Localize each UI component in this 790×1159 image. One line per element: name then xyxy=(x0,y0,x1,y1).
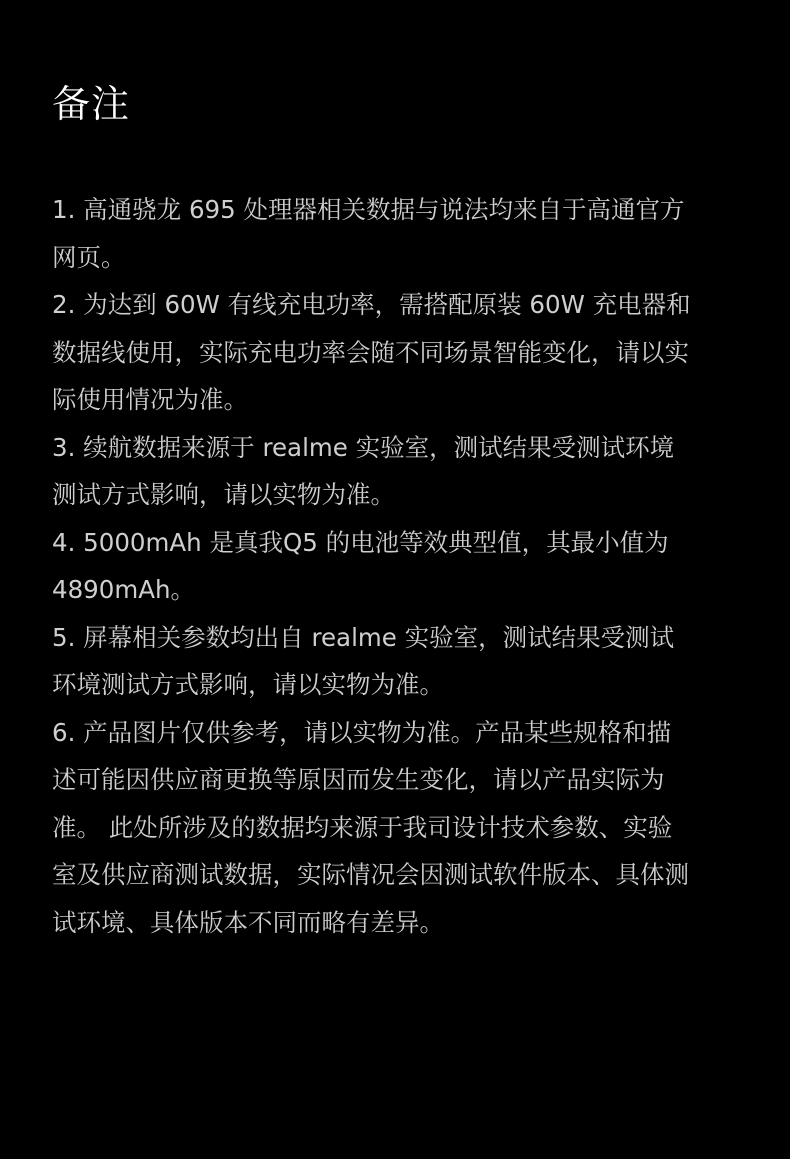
page-title: 备注 xyxy=(52,82,131,126)
note-item-5: 5. 屏幕相关参数均出自 realme 实验室，测试结果受测试 环境测试方式影响，请以实物为准。 xyxy=(52,622,675,699)
note-item-4: 4. 5000mAh 是真我Q5 的电池等效典型值，其最小值为 4890mAh。 xyxy=(52,527,669,604)
note-item-6: 6. 产品图片仅供参考，请以实物为准。产品某些规格和描 述可能因供应商更换等原因而发生变化，请以产品实际为 准。 此处所涉及的数据均来源于我司设计技术参数、实验 室及供应商测试数据，实际情况会因测试软件版本、具体测 试环境、具体版本不同而略有差异。 xyxy=(52,717,689,937)
notes-list xyxy=(52,186,742,946)
note-item-3: 3. 续航数据来源于 realme 实验室，测试结果受测试环境 测试方式影响，请以实物为准。 xyxy=(52,432,675,509)
note-item-2: 2. 为达到 60W 有线充电功率，需搭配原装 60W 充电器和 数据线使用，实际充电功率会随不同场景智能变化，请以实 际使用情况为准。 xyxy=(52,290,691,414)
note-item-1: 1. 高通骁龙 695 处理器相关数据与说法均来自于高通官方 网页。 xyxy=(52,195,685,272)
